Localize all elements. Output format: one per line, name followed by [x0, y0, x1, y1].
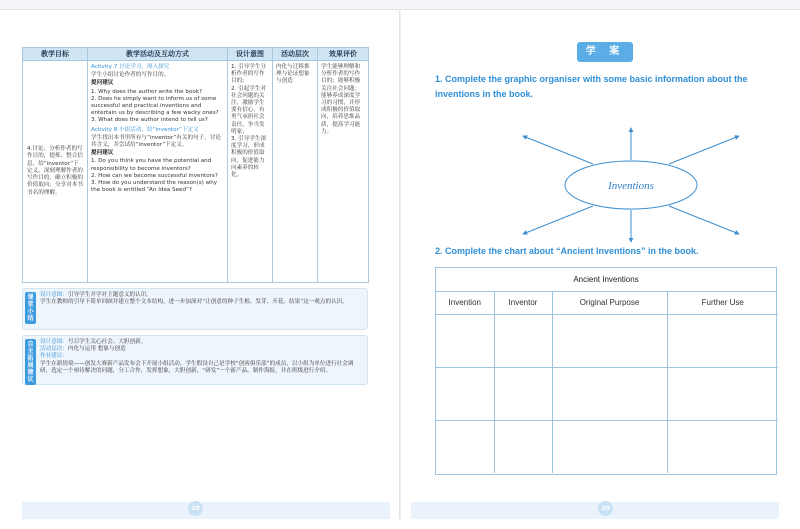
- goal-cell: 4.讨论、分析作者的写作目的，提炼、整合信息，给“inventor”下定义，深刻理解作者的写作目的，确立积极的价值取向；分享对本书书名的理解。: [23, 61, 88, 283]
- summary-text-1: 引导学生开学对主题意义的认识。: [67, 292, 152, 298]
- activity7-intro: 学生小组讨论作者的写作目的。: [91, 72, 170, 79]
- homework-label-3: 作业建议：: [40, 353, 68, 360]
- homework-text-1: 号召学生关心社会、大胆创新。: [67, 339, 147, 345]
- summary-body: [40, 292, 363, 306]
- homework-box: [22, 335, 368, 385]
- right-page: [401, 10, 800, 519]
- homework-body: [40, 339, 363, 375]
- page-number-left: 28: [188, 501, 203, 516]
- activity7-q3: 3. What does the author intend to tell us?: [91, 117, 208, 124]
- intent-3: 3. 引导学生深度学习，形成积极的价值取向，促进能力向素养的转化。: [231, 136, 267, 179]
- summary-tag: 课堂小结: [25, 292, 36, 324]
- arrow-up-left: [523, 136, 593, 164]
- col-invention: Invention: [436, 292, 494, 314]
- answer-cell[interactable]: [552, 420, 667, 473]
- homework-text-2: 内化与运用 想象与创造: [67, 346, 126, 353]
- answer-cell[interactable]: [667, 367, 778, 420]
- activity8-q1: 1. Do you think you have the potential and responsibility to become inventors?: [91, 158, 212, 172]
- activity7-hint: 提问建议: [91, 80, 114, 87]
- homework-tag: 自主拓展建议: [25, 339, 36, 385]
- activity7-q2: 2. Does he simply want to inform us of some successful and practical inventions and entertain us by describing a few wacky ones?: [91, 95, 219, 117]
- intent-2: 2. 引起学生对社会问题的关注，激励学生要有信心、有勇气承担社会责任，争当发明家；: [231, 85, 267, 135]
- activity8-hint: 提问建议: [91, 150, 114, 157]
- answer-cell[interactable]: [494, 420, 552, 473]
- arrow-down-left: [523, 206, 593, 234]
- homework-text-4: 学生在新情境——创发大赛新产品发布会下开展小组活动。学生假设自己是学校“创客俱乐部”的成员，以小组为单位进行社会调研，选定一个亟待解决的问题，分工合作，发挥想象，大胆创新，“研发”一个新产品，制作海报，并在班级进行介绍。: [40, 360, 354, 374]
- level-cell: 内化与迁移推理与论证想象与创造: [273, 61, 318, 283]
- header-intent: 设计意图: [228, 48, 273, 61]
- answer-cell[interactable]: [436, 367, 494, 420]
- xuean-badge: 学 案: [577, 42, 633, 62]
- table-row: [436, 367, 778, 420]
- ancient-inventions-chart: [435, 267, 777, 475]
- answer-cell[interactable]: [436, 420, 494, 473]
- answer-cell[interactable]: [667, 420, 778, 473]
- homework-label-1: 设计意图：: [40, 339, 68, 345]
- table-row: [23, 61, 369, 283]
- header-goal: 教学目标: [23, 48, 88, 61]
- organiser-center-label: Inventions: [608, 180, 654, 192]
- answer-cell[interactable]: [436, 314, 494, 367]
- summary-box: [22, 288, 368, 330]
- summary-text-2: 学生在教师的引导下简单回顾并建立整个文本结构，进一步加深对“让创意的种子生根、发芽、开花、结果”这一观点的认识。: [40, 299, 348, 306]
- bottom-strip: [0, 519, 800, 529]
- activity-cell: [88, 61, 228, 283]
- arrow-down-right: [669, 206, 739, 234]
- activity8-intro: 学生找出本书里所有与“inventor”有关的句子，讨论其含义，并尝试给“inventor”下定义。: [91, 134, 222, 149]
- page-number-right: 29: [598, 501, 613, 516]
- left-page: [0, 10, 399, 519]
- header-evaluation: 效果评价: [318, 48, 369, 61]
- activity7-title: Activity 7 讨论学习，深入探究: [91, 64, 170, 70]
- intent-cell: [228, 61, 273, 283]
- evaluation-cell: 学生能够理解和分析作者的写作目的；能够积极关注社会问题；能够养成深度学习的习惯，并形成积极的价值取向，培养思维品质，提高学习能力。: [318, 61, 369, 283]
- arrow-up-right: [669, 136, 739, 164]
- activity8-title: Activity 8 小组活动，给“inventor”下定义: [91, 126, 199, 133]
- col-further-use: Further Use: [667, 292, 778, 314]
- activity7-q1: 1. Why does the author write the book?: [91, 88, 202, 95]
- answer-cell[interactable]: [667, 314, 778, 367]
- instruction-1: 1. Complete the graphic organiser with some basic information about the inventions in the book.: [435, 74, 748, 99]
- table-row: [436, 314, 778, 367]
- graphic-organiser: [511, 118, 751, 252]
- inventions-table: [436, 292, 778, 473]
- table-header-row: [23, 48, 369, 61]
- chart-title: Ancient Inventions: [436, 268, 776, 292]
- answer-cell[interactable]: [552, 367, 667, 420]
- header-level: 活动层次: [273, 48, 318, 61]
- homework-label-2: 活动层次：: [40, 346, 68, 353]
- answer-cell[interactable]: [494, 314, 552, 367]
- summary-label: 设计意图：: [40, 292, 68, 298]
- answer-cell[interactable]: [552, 314, 667, 367]
- chart-header-row: [436, 292, 778, 314]
- lesson-plan-table: [22, 47, 369, 283]
- top-strip: [0, 0, 800, 10]
- instruction-2: 2. Complete the chart about “Ancient Inventions” in the book.: [435, 246, 699, 256]
- answer-cell[interactable]: [494, 367, 552, 420]
- activity8-q2: 2. How can we become successful inventors?: [91, 172, 218, 179]
- col-inventor: Inventor: [494, 292, 552, 314]
- table-row: [436, 420, 778, 473]
- intent-1: 1. 引导学生分析作者的写作目的；: [231, 64, 267, 85]
- col-original-purpose: Original Purpose: [552, 292, 667, 314]
- header-activity: 教学活动及互动方式: [88, 48, 228, 61]
- activity8-q3: 3. How do you understand the reason(s) why the book is entitled “An Idea Seed”?: [91, 180, 218, 194]
